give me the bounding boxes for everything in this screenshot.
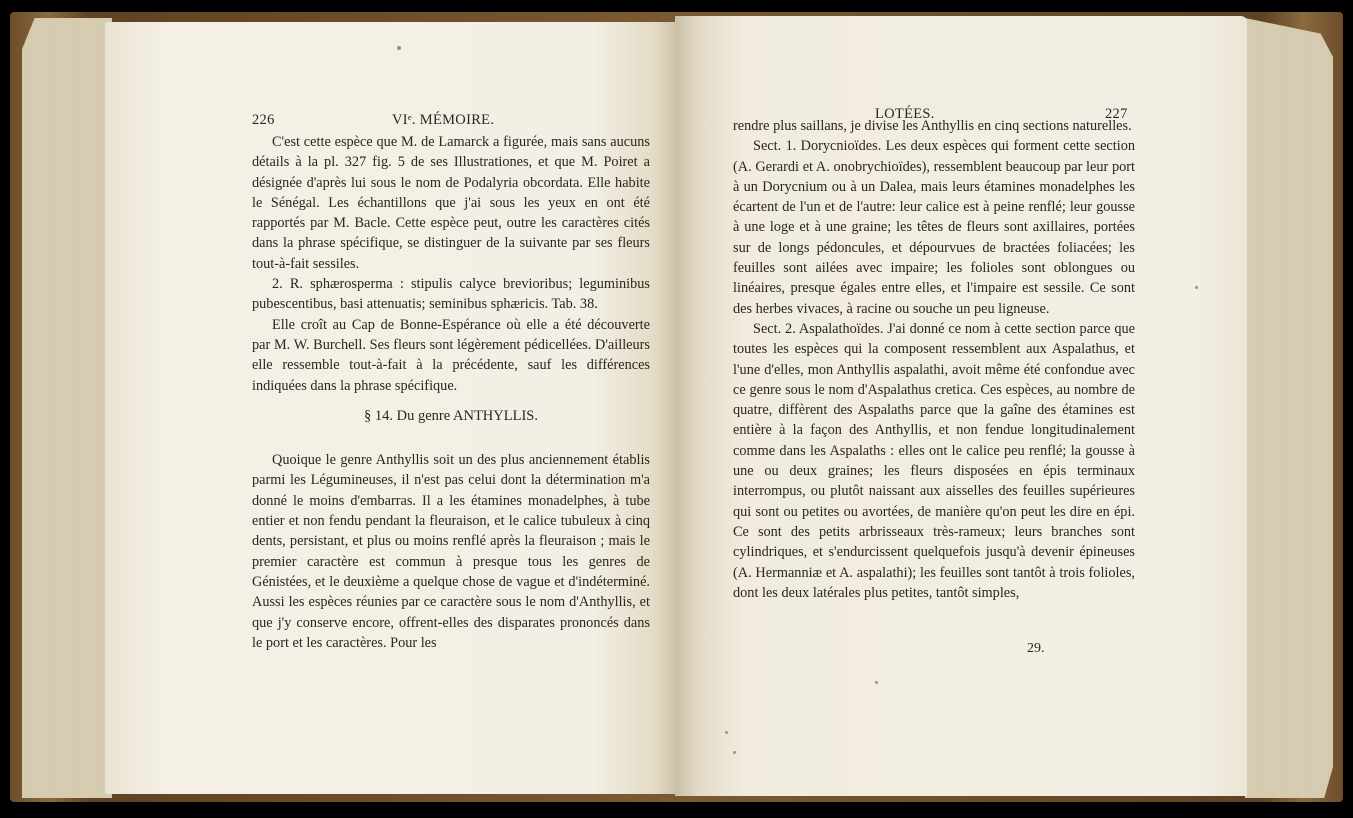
speck	[1195, 286, 1198, 289]
paragraph: Quoique le genre Anthyllis soit un des plus anciennement établis parmi les Légumineuses, il n'est pas celui dont la détermination m'a donné le moins d'embarras. Il a les étamines monadelphes, à tube entier et non fendu pendant la fleuraison, et le calice tubuleux à cinq dents, persistant, et plus ou moins renflé après la fleuraison ; mais le premier caractère est commun à presque tous les genres de Génistées, et le deuxième a quelque chose de vague et d'indéterminé. Aussi les espèces réunies par ce caractère sous le nom d'Anthyllis, et que j'y conserve encore, offrent-elles des disparates prononcés dans le port et les caractères. Pour les	[252, 452, 650, 651]
paragraph: Sect. 1. Dorycnioïdes. Les deux espèces qui forment cette section (A. Gerardi et A. onobrychioïdes), ressemblent beaucoup par leur port à un Dorycnium ou à un Dalea, mais leurs étamines monadelphes les écartent de l'un et de l'autre: leur calice est à peine renflé; leur gousse à une loge et à une graine; les têtes de fleurs sont axillaires, portées sur de longs pédoncules, et dépourvues de bractées foliacées; les feuilles sont ailées avec impaire; les folioles sont oblongues ou linéaires, presque égales entre elles, et l'impaire est sessile. Ce sont des herbes vivaces, à racine ou souche un peu ligneuse.	[733, 138, 1135, 317]
section-heading: § 14. Du genre ANTHYLLIS.	[364, 407, 538, 424]
right-page-body	[733, 116, 1135, 603]
paragraph: 2. R. sphærosperma : stipulis calyce brevioribus; leguminibus pubescentibus, basi attenuatis; seminibus sphæricis. Tab. 38.	[252, 276, 650, 313]
paragraph: Sect. 2. Aspalathoïdes. J'ai donné ce nom à cette section parce que toutes les espèces qui la composent ressemblent aux Aspalathus, et l'une d'elles, mon Anthyllis aspalathi, avoit même été confondue avec ce genre sous le nom d'Aspalathus cretica. Ces espèces, au nombre de quatre, diffèrent des Aspalaths parce que la gaîne des étamines est entière à la façon des Anthyllis, et non fendue longitudinalement comme dans les Aspalaths : elles ont le calice peu renflé; la gousse à une ou deux graines; les fleurs disposées en épis terminaux interrompus, ou plutôt naissant aux aisselles des feuilles supérieures qui sont ou petites ou avortées, de manière qu'on peut les dire en épi. Ce sont des petits arbrisseaux très-rameux; leurs branches sont cylindriques, et s'endurcissent quelquefois jusqu'à devenir épineuses (A. Hermanniæ et A. aspalathi); les feuilles sont tantôt à trois folioles, dont les deux latérales plus petites, tantôt simples,	[733, 320, 1135, 601]
speck	[733, 751, 736, 754]
speck	[397, 46, 401, 50]
paragraph: rendre plus saillans, je divise les Anthyllis en cinq sections naturelles.	[733, 118, 1132, 134]
left-page-body	[252, 132, 650, 653]
left-page-number: 226	[252, 112, 275, 128]
right-running-head: LOTÉES.	[875, 106, 935, 122]
left-running-header	[252, 112, 652, 132]
page-edges-left	[22, 18, 112, 798]
speck	[875, 681, 878, 684]
left-page	[105, 22, 675, 794]
right-page	[675, 16, 1247, 796]
speck	[725, 731, 728, 734]
page-edges-right	[1245, 18, 1333, 798]
right-page-number: 227	[1105, 106, 1128, 122]
left-running-head: VIᵉ. MÉMOIRE.	[392, 112, 495, 128]
paragraph: C'est cette espèce que M. de Lamarck a figurée, mais sans aucuns détails à la pl. 327 fig. 5 de ses Illustrationes, et que M. Poiret a désignée d'après lui sous le nom de Podalyria obcordata. Elle habite le Sénégal. Les échantillons que j'ai sous les yeux en ont été rapportés par M. Bacle. Cette espèce peut, outre les caractères cités dans la phrase spécifique, se distinguer de la suivante par ses fleurs tout-à-fait sessiles.	[252, 134, 650, 272]
paragraph: Elle croît au Cap de Bonne-Espérance où elle a été découverte par M. W. Burchell. Ses fleurs sont légèrement pédicellées. D'ailleurs elle ressemble tout-à-fait à la précédente, sauf les différences indiquées dans la phrase spécifique.	[252, 316, 650, 394]
signature-mark: 29.	[1027, 641, 1045, 656]
